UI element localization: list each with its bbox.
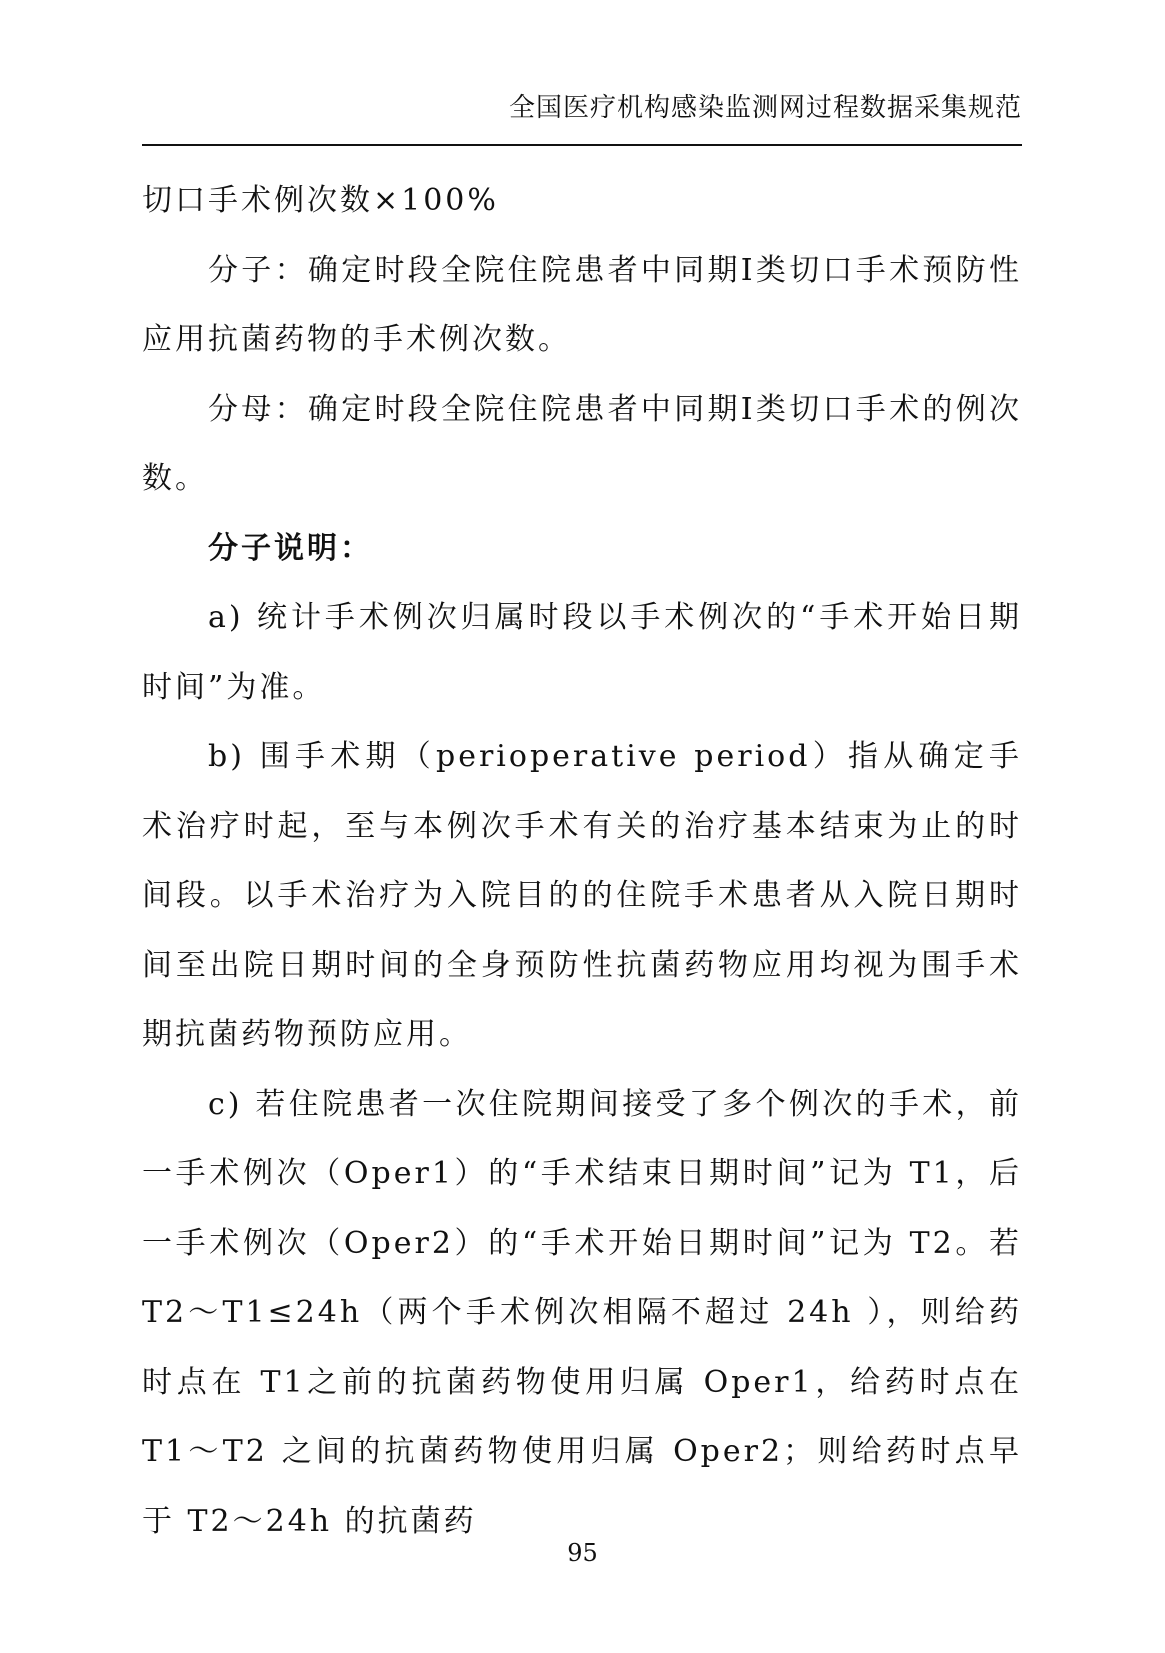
paragraph-item-c: c) 若住院患者一次住院期间接受了多个例次的手术，前一手术例次（Oper1）的“手术结束日期时间”记为 T1，后一手术例次（Oper2）的“手术开始日期时间”记为 T2。若 T2～T1≤24h（两个手术例次相隔不超过 24h ），则给药时点在 T1之前的抗菌药物使用归属 Oper1，给药时点在 T1～T2 之间的抗菌药物使用归属 Oper2；则给药时点早于 T2～24h 的抗菌药 [142, 1086, 1022, 1539]
paragraph-item-b: b) 围手术期（perioperative period）指从确定手术治疗时起，至与本例次手术有关的治疗基本结束为止的时间段。以手术治疗为入院目的的住院手术患者从入院日期时间至出院日期时间的全身预防性抗菌药物应用均视为围手术期抗菌药物预防应用。 [142, 739, 1022, 1052]
page-number: 95 [567, 1539, 598, 1567]
paragraph-continuation: 切口手术例次数×100% [142, 183, 499, 218]
section-heading: 分子说明： [208, 530, 373, 566]
running-header: 全国医疗机构感染监测网过程数据采集规范 [508, 93, 1022, 123]
paragraph-numerator: 分子：确定时段全院住院患者中同期I类切口手术预防性应用抗菌药物的手术例次数。 [142, 252, 1022, 357]
header-divider [142, 144, 1022, 146]
paragraph-item-a: a) 统计手术例次归属时段以手术例次的“手术开始日期时间”为准。 [142, 600, 1022, 705]
paragraph-denominator: 分母：确定时段全院住院患者中同期I类切口手术的例次数。 [142, 391, 1022, 496]
page-body [142, 166, 1022, 1556]
